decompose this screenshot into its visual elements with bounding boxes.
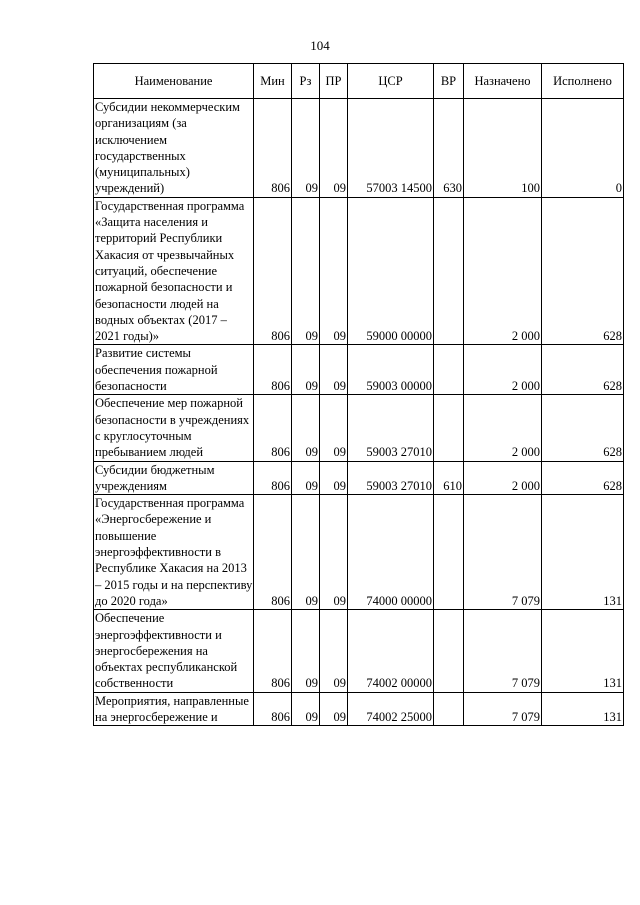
row-csr: 59000 00000 [348, 197, 434, 345]
row-vr: 610 [434, 461, 464, 495]
row-assigned: 2 000 [464, 345, 542, 395]
row-vr [434, 345, 464, 395]
table-row [94, 610, 624, 692]
row-pr: 09 [320, 692, 348, 726]
header-rz: Рз [292, 64, 320, 99]
row-pr: 09 [320, 99, 348, 198]
row-executed: 628 [542, 395, 624, 461]
table-row [94, 99, 624, 198]
row-min: 806 [254, 610, 292, 692]
row-pr: 09 [320, 395, 348, 461]
row-csr: 74002 00000 [348, 610, 434, 692]
row-rz: 09 [292, 395, 320, 461]
budget-table [93, 63, 624, 726]
row-pr: 09 [320, 495, 348, 610]
table-row [94, 461, 624, 495]
row-min: 806 [254, 395, 292, 461]
row-name: Обеспечение мер пожарной безопасности в учреждениях с круглосуточным пребыванием людей [94, 395, 254, 461]
page-number: 104 [310, 38, 330, 53]
row-min: 806 [254, 692, 292, 726]
row-assigned: 2 000 [464, 197, 542, 345]
row-assigned: 7 079 [464, 495, 542, 610]
row-vr [434, 495, 464, 610]
row-rz: 09 [292, 197, 320, 345]
row-vr: 630 [434, 99, 464, 198]
row-pr: 09 [320, 345, 348, 395]
table-row [94, 395, 624, 461]
row-rz: 09 [292, 345, 320, 395]
row-vr [434, 692, 464, 726]
header-vr: ВР [434, 64, 464, 99]
row-rz: 09 [292, 461, 320, 495]
row-assigned: 7 079 [464, 692, 542, 726]
row-csr: 59003 27010 [348, 461, 434, 495]
row-executed: 131 [542, 495, 624, 610]
row-pr: 09 [320, 461, 348, 495]
header-pr: ПР [320, 64, 348, 99]
table-row [94, 345, 624, 395]
row-name: Государственная программа «Защита населения и территорий Республики Хакасия от чрезвычайных ситуаций, обеспечение пожарной безопасности и безопасности людей на водных объектах (2017 – 2021 годы)» [94, 197, 254, 345]
row-vr [434, 197, 464, 345]
row-assigned: 100 [464, 99, 542, 198]
row-name: Субсидии бюджетным учреждениям [94, 461, 254, 495]
table-row [94, 692, 624, 726]
row-vr [434, 395, 464, 461]
header-name: Наименование [94, 64, 254, 99]
row-name: Субсидии некоммерческим организациям (за исключением государственных (муниципальных) учреждений) [94, 99, 254, 198]
row-min: 806 [254, 345, 292, 395]
row-min: 806 [254, 495, 292, 610]
row-assigned: 2 000 [464, 395, 542, 461]
row-csr: 59003 00000 [348, 345, 434, 395]
row-csr: 74000 00000 [348, 495, 434, 610]
header-executed: Исполнено [542, 64, 624, 99]
row-name: Обеспечение энергоэффективности и энергосбережения на объектах республиканской собственности [94, 610, 254, 692]
row-min: 806 [254, 461, 292, 495]
table-row [94, 197, 624, 345]
row-executed: 0 [542, 99, 624, 198]
row-rz: 09 [292, 692, 320, 726]
row-csr: 74002 25000 [348, 692, 434, 726]
row-min: 806 [254, 197, 292, 345]
row-executed: 628 [542, 461, 624, 495]
row-rz: 09 [292, 610, 320, 692]
header-row [94, 64, 624, 99]
row-assigned: 2 000 [464, 461, 542, 495]
row-assigned: 7 079 [464, 610, 542, 692]
row-rz: 09 [292, 495, 320, 610]
header-min: Мин [254, 64, 292, 99]
row-csr: 59003 27010 [348, 395, 434, 461]
row-vr [434, 610, 464, 692]
row-executed: 131 [542, 610, 624, 692]
row-csr: 57003 14500 [348, 99, 434, 198]
row-executed: 628 [542, 345, 624, 395]
row-executed: 628 [542, 197, 624, 345]
row-executed: 131 [542, 692, 624, 726]
row-name: Государственная программа «Энергосбережение и повышение энергоэффективности в Республике Хакасия на 2013 – 2015 годы и на перспективу до 2020 года» [95, 496, 253, 608]
table-row [94, 495, 624, 610]
row-rz: 09 [292, 99, 320, 198]
row-name: Развитие системы обеспечения пожарной безопасности [94, 345, 254, 395]
row-min: 806 [254, 99, 292, 198]
row-name: Мероприятия, направленные на энергосбережение и [94, 692, 254, 726]
header-assigned: Назначено [464, 64, 542, 99]
row-pr: 09 [320, 610, 348, 692]
row-pr: 09 [320, 197, 348, 345]
header-csr: ЦСР [348, 64, 434, 99]
